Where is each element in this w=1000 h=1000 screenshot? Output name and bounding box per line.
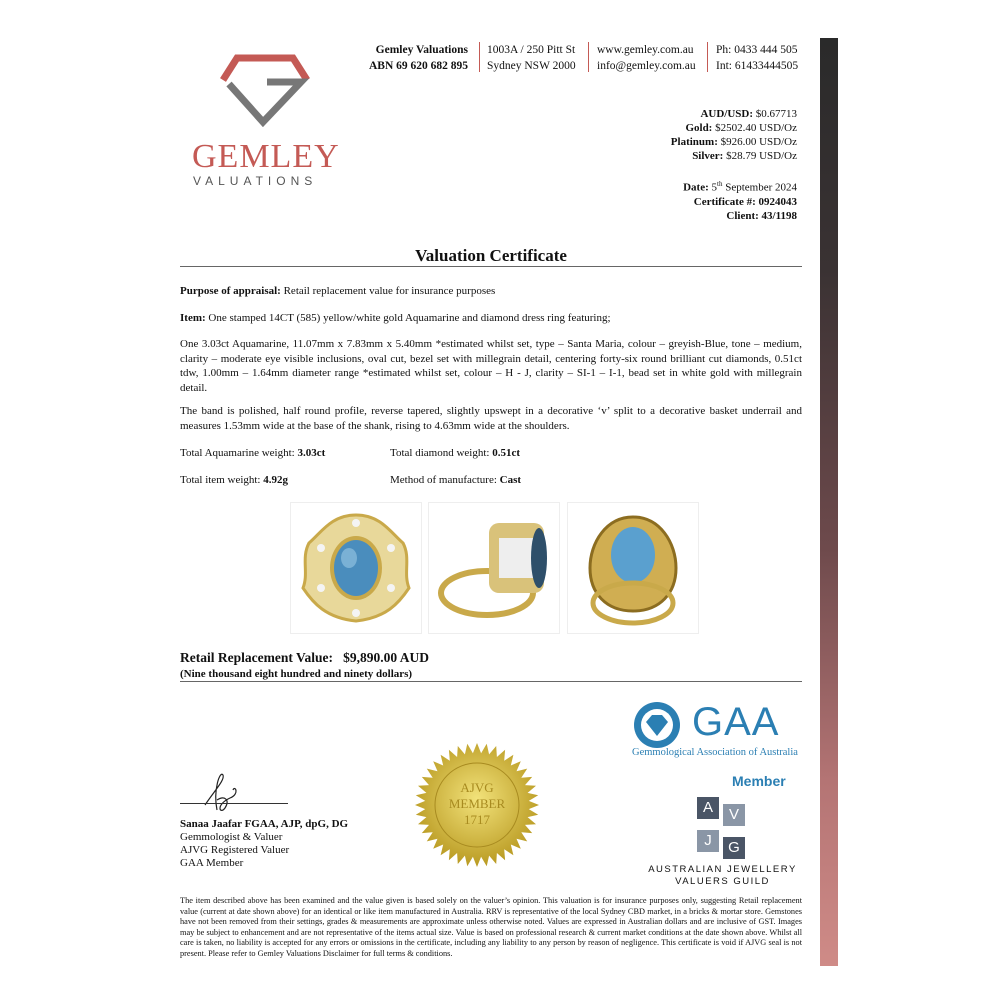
aud-usd-label: AUD/USD: — [700, 108, 753, 120]
company-abn: ABN 69 620 682 895 — [368, 60, 468, 72]
ring-photo-back — [567, 502, 699, 634]
ring-photo-front — [290, 502, 422, 634]
description-paragraph: One 3.03ct Aquamarine, 11.07mm x 7.83mm x 5.40mm *estimated whilst set, type – Santa Maria, colour – greyish-Blue, tone – medium, clarity – moderate eye visible inclusions, oval cut, bezel set with millegrain detail, centering forty-six round brilliant cut diamonds, 0.51ct tdw, 1.00mm – 1.64mm diameter range *estimated whilst set, colour – H - J, clarity – SI-1 – I-1, bead set in white gold with millegrain detail. — [180, 338, 802, 394]
ring-front-image — [291, 503, 421, 633]
client-label: Client: — [726, 209, 759, 222]
signatory-role2: AJVG Registered Valuer — [180, 844, 290, 856]
purpose-value: Retail replacement value for insurance purposes — [283, 285, 496, 297]
title-rule — [180, 266, 802, 267]
item-value: One stamped 14CT (585) yellow/white gold Aquamarine and diamond dress ring featuring; — [208, 312, 611, 324]
signature-line — [180, 803, 288, 804]
seal-line3: 1717 — [464, 812, 490, 827]
silver-value: $28.79 USD/Oz — [726, 150, 797, 162]
date-label: Date: — [683, 181, 709, 194]
address-line1: 1003A / 250 Pitt St — [487, 44, 576, 56]
company-name: Gemley Valuations — [375, 44, 468, 56]
phone: Ph: 0433 444 505 — [716, 44, 798, 56]
gaa-full-name: Gemmological Association of Australia — [632, 747, 798, 758]
signatory-name: Sanaa Jaafar FGAA, AJP, dpG, DG — [180, 818, 349, 830]
gemley-diamond-logo-icon — [215, 52, 315, 127]
certificate-meta — [560, 177, 797, 223]
seal-line1: AJVG — [460, 780, 494, 795]
email-link[interactable]: info@gemley.com.au — [597, 60, 696, 72]
method-label: Method of manufacture: — [390, 474, 497, 486]
signatory-role3: GAA Member — [180, 857, 244, 869]
item-label: Item: — [180, 312, 206, 324]
ajvg-name — [645, 864, 800, 888]
signatory-role1: Gemmologist & Valuer — [180, 831, 283, 843]
diamond-weight — [390, 446, 520, 461]
header-company — [368, 42, 468, 74]
ajvg-letter-a: A — [697, 797, 719, 819]
certificate-label: Certificate #: — [693, 195, 756, 208]
platinum-label: Platinum: — [670, 136, 718, 148]
aud-usd-value: $0.67713 — [755, 108, 797, 120]
diamond-weight-label: Total diamond weight: — [390, 447, 490, 459]
item-weight-value: 4.92g — [263, 474, 288, 486]
metal-rates — [560, 107, 797, 163]
retail-replacement-value — [180, 650, 429, 666]
aquamarine-weight — [180, 446, 325, 461]
ajvg-line1: AUSTRALIAN JEWELLERY — [648, 864, 797, 875]
platinum-value: $926.00 USD/Oz — [720, 136, 797, 148]
method-value: Cast — [499, 474, 522, 486]
ajvg-letter-j: J — [697, 830, 719, 852]
rrv-rule — [180, 681, 802, 682]
divider — [479, 42, 480, 72]
item-weight-label: Total item weight: — [180, 474, 261, 486]
seal-line2: MEMBER — [448, 796, 506, 811]
date-suffix: th — [717, 180, 723, 188]
ajvg-line2: VALUERS GUILD — [675, 876, 770, 887]
manufacture-method — [390, 473, 521, 488]
ajvg-letter-g: G — [723, 837, 745, 859]
certificate-number: 0924043 — [758, 195, 797, 208]
purpose-line — [180, 284, 802, 299]
logo-wordmark: GEMLEY — [192, 138, 340, 175]
logo-subtitle: VALUATIONS — [193, 174, 318, 188]
rrv-label: Retail Replacement Value: — [180, 650, 333, 665]
ajvg-seal-icon — [400, 740, 555, 870]
rrv-in-words: (Nine thousand eight hundred and ninety dollars) — [180, 668, 413, 680]
aqua-weight-label: Total Aquamarine weight: — [180, 447, 295, 459]
gold-label: Gold: — [685, 122, 713, 134]
band-paragraph: The band is polished, half round profile, reverse tapered, slightly upswept in a decorative ‘v’ split to a decorative basket underrail and measures 1.53mm wide at the base of the shank, rising to 4.63mm wide at the shoulders. — [180, 405, 802, 432]
ring-back-image — [568, 503, 698, 633]
date-day: 5 — [711, 181, 717, 194]
website-link[interactable]: www.gemley.com.au — [597, 44, 694, 56]
signature-image — [195, 770, 265, 815]
silver-label: Silver: — [692, 150, 724, 162]
decorative-side-bar — [820, 38, 838, 966]
date-rest: September 2024 — [722, 181, 797, 194]
divider — [588, 42, 589, 72]
ring-photo-side — [428, 502, 560, 634]
gold-value: $2502.40 USD/Oz — [715, 122, 797, 134]
item-weight — [180, 473, 288, 488]
disclaimer: The item described above has been examined and the value given is based solely on the valuer’s opinion. This valuation is for insurance purposes only, suggesting Retail replacement value (current at date shown above) for an identical or like item manufactured in Australia. RRV is representative of the local Sydney CBD market, in a bricks & mortar store. Gemstones have not been removed from their settings, grades & measurements are approximate unless otherwise noted. Values are expressed in Australian dollars and are inclusive of GST. Images may be subject to enhancement and are not representative of the items actual size. Value is based on professional research & current market conditions at the date shown above. Whilst all care is taken, no liability is accepted for any errors or omissions in the certificate, including any liability to any person by reason of negligence. This certificate is void if AJVG seal is not present. Please refer to Gemley Valuations Disclaimer for full terms & conditions. — [180, 896, 802, 958]
gaa-emblem-icon — [632, 700, 682, 750]
client-number: 43/1198 — [761, 209, 797, 222]
header-address — [487, 42, 576, 74]
signatory-block — [180, 818, 348, 870]
gaa-logo-text: GAA — [692, 700, 780, 744]
rrv-amount: $9,890.00 AUD — [343, 650, 429, 665]
ajvg-letter-v: V — [723, 804, 745, 826]
item-line — [180, 311, 802, 326]
ring-side-image — [429, 503, 559, 633]
intl-phone: Int: 61433444505 — [716, 60, 799, 72]
aqua-weight-value: 3.03ct — [297, 447, 326, 459]
purpose-label: Purpose of appraisal: — [180, 285, 281, 297]
gaa-member-label: Member — [732, 773, 786, 789]
diamond-weight-value: 0.51ct — [492, 447, 520, 459]
divider — [707, 42, 708, 72]
header-phone — [716, 42, 798, 74]
document-title: Valuation Certificate — [415, 246, 567, 265]
header-web — [597, 42, 696, 74]
address-line2: Sydney NSW 2000 — [487, 60, 576, 72]
